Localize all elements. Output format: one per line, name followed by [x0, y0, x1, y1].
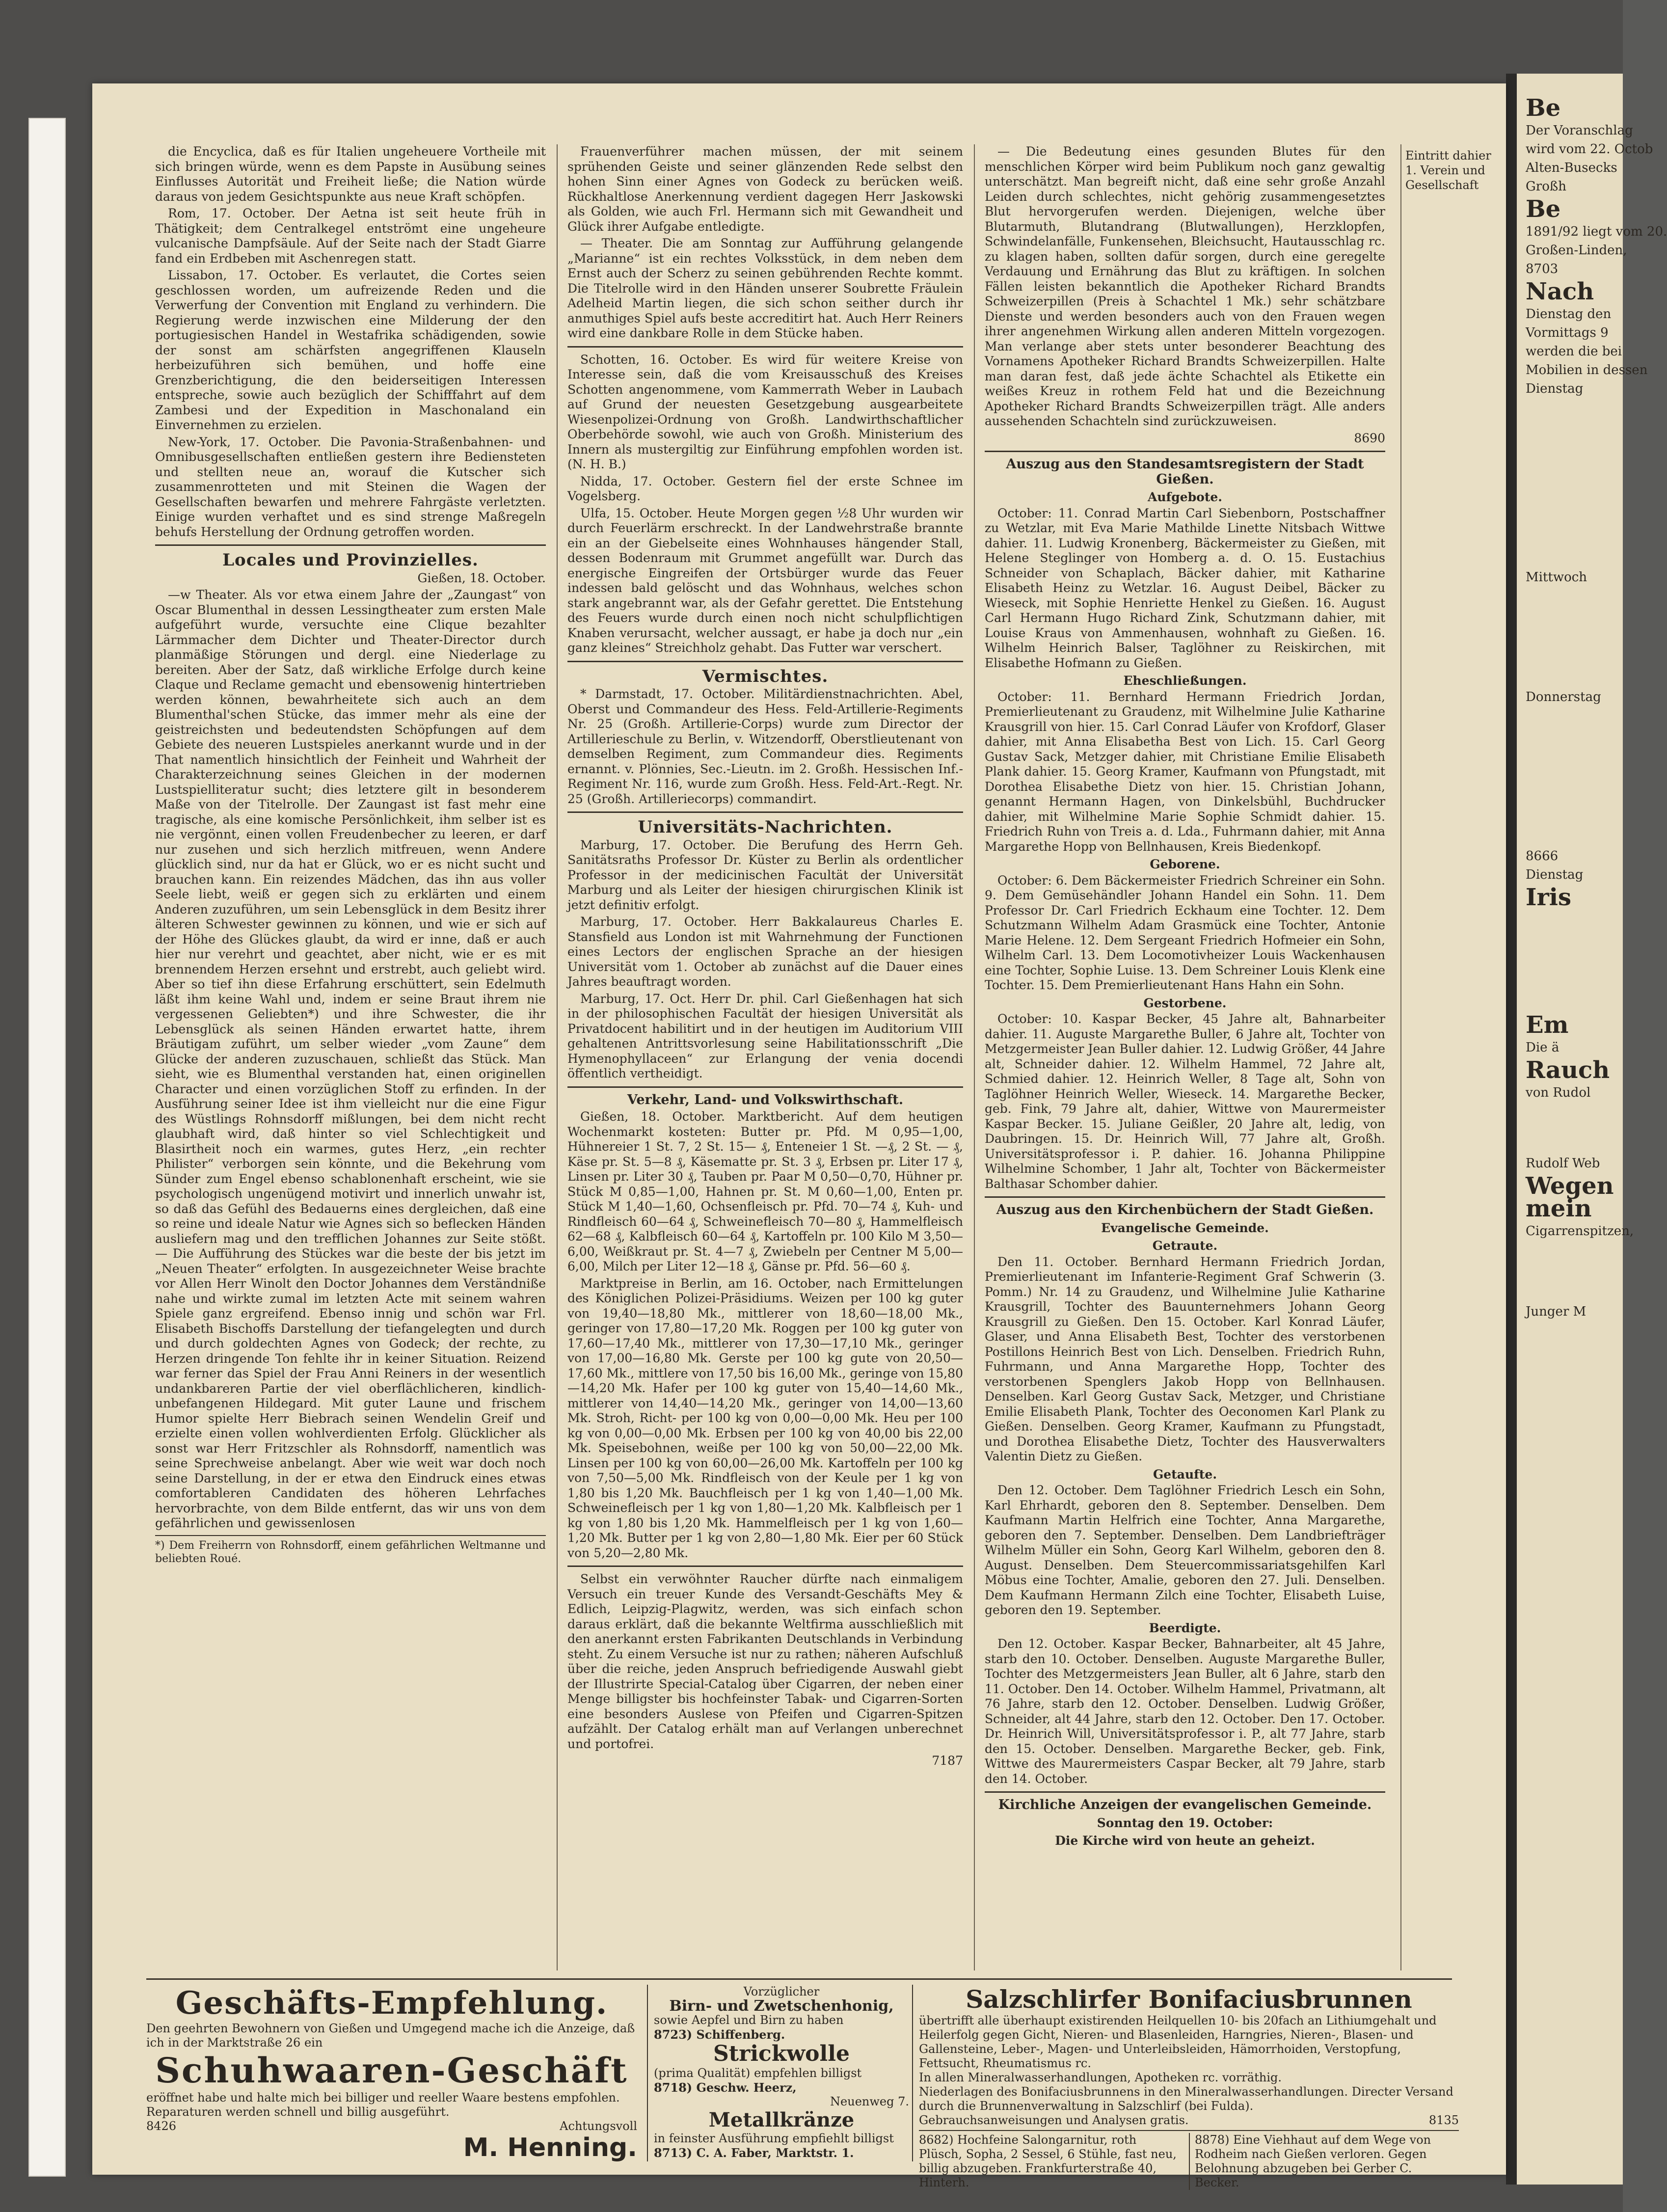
fragment-line: Em	[1526, 1011, 1569, 1039]
fragment-line: wird vom 22. Octob	[1526, 142, 1653, 157]
section-rule	[155, 544, 546, 546]
ad-middle	[647, 1985, 909, 2161]
section-rule	[567, 1565, 963, 1567]
section-heading-kirchenbuecher: Auszug aus den Kirchenbüchern der Stadt Gießen.	[996, 1202, 1374, 1217]
list-gestorbene: October: 10. Kaspar Becker, 45 Jahre alt, Bahnarbeiter dahier. 11. Auguste Margarethe Buller, 6 Jahre alt, Tochter von Metzgermeister Jean Buller dahier. 12. Ludwig Größer, 44 Jahre alt, Schneider dahier. 12. Wilhelm Hammel, 72 Jahre alt, Schmied dahier. 12. Heinrich Weller, 8 Tage alt, Sohn von Taglöhner Heinrich Weller, Wieseck. 14. Margarethe Becker, geb. Fink, 79 Jahre alt, dahier, Wittwe von Maurermeister Kaspar Becker. 15. Juliane Geißler, 20 Jahre alt, ledig, von Daubringen. 15. Dr. Heinrich Will, 77 Jahre alt, Großh. Universitätsprofessor i. P. dahier. 16. Johanna Philippine Wilhelmine Schomber, 1 Jahr alt, Tochter von Bäckermeister Balthasar Schomber dahier.	[985, 1012, 1385, 1191]
subheading-gestorbene: Gestorbene.	[1143, 996, 1227, 1010]
ad-bonifaciusbrunnen	[912, 1985, 1459, 2189]
article-marburg-2: Marburg, 17. October. Herr Bakkalaureus Charles E. Stansfield aus London ist mit Wahrnehmung der Functionen eines Lectors der englischen Sprache an der hiesigen Universität vom 1. October ab zunächst auf die Dauer eines Jahres beauftragt worden.	[567, 915, 963, 989]
fragment-line: Der Voranschlag	[1526, 123, 1633, 138]
small-ad-salongarnitur: 8682) Hochfeine Salongarnitur, roth Plüsch, Sopha, 2 Sessel, 6 Stühle, fast neu, billig abzugeben. Frankfurterstraße 40, Hinterh.	[919, 2133, 1177, 2189]
fragment-line: Rudolf Web	[1526, 1156, 1600, 1171]
section-heading-kirchliche-anzeigen: Kirchliche Anzeigen der evangelischen Gemeinde.	[998, 1797, 1372, 1812]
small-ad-viehhaut: 8878) Eine Viehhaut auf dem Wege von Rodheim nach Gießen verloren. Gegen Belohnung abzugeben bei Gerber C. Becker.	[1189, 2133, 1459, 2190]
fragment-line: Mobilien in dessen	[1526, 363, 1648, 378]
ad-text: sowie Aepfel und Birn zu haben	[654, 2013, 844, 2027]
fragment-line: Dienstag den	[1526, 307, 1612, 322]
ad-sign: Achtungsvoll	[560, 2119, 637, 2133]
ad-number: 8426	[146, 2119, 177, 2133]
article-new-york: New-York, 17. October. Die Pavonia-Straßenbahnen- und Omnibusgesellschaften entließen gestern ihre Bediensteten und stellten neue an, worauf die Kutscher sich zusammenrotteten und mit Steinen die Wagen der Gesellschaften bewarfen und mehrere Fahrgäste verletzten. Einige wurden verhaftet und es sind strenge Maßregeln behufs Herstellung der Ordnung getroffen worden.	[155, 434, 546, 539]
ad-signature: M. Henning.	[463, 2133, 637, 2162]
section-heading-vermischtes: Vermischtes.	[702, 666, 829, 686]
article-encyclica: die Encyclica, daß es für Italien ungeheuere Vortheile mit sich bringen würde, wenn es dem Papste in Ausübung seines Einflusses Autorität und Freiheit ließe; die Nation würde daraus von jedem Gesichtspunkte aus neue Kraft schöpfen.	[155, 144, 546, 204]
ad-text: Birn- und Zwetschenhonig,	[669, 1997, 894, 2015]
column-4-text: Eintritt dahier 1. Verein und Gesellschaft	[1405, 149, 1491, 192]
article-rom: Rom, 17. October. Der Aetna ist seit heute früh in Thätigkeit; dem Centralkegel entströmt eine ungeheure vulcanische Dampfsäule. Auf der Seite nach der Stadt Giarre fand ein Erdbeben mit Aschenregen statt.	[155, 206, 546, 266]
article-marburg-1: Marburg, 17. October. Die Berufung des Herrn Geh. Sanitätsraths Professor Dr. Küster zu Berlin als ordentlicher Professor in der medicinischen Facultät der Universität Marburg und als Leiter der hiesigen chirurgischen Klinik ist jetzt definitiv erfolgt.	[567, 837, 963, 912]
fragment-line: Junger M	[1526, 1304, 1586, 1319]
ad-headline: Metallkränze	[708, 2108, 855, 2131]
fragment-line: 8703	[1526, 262, 1559, 276]
section-rule	[567, 661, 963, 662]
ad-number: 8690	[1354, 431, 1385, 445]
article-marktbericht: Gießen, 18. October. Marktbericht. Auf dem heutigen Wochenmarkt kosteten: Butter pr. Pfd. M 0,95—1,00, Hühnereier 1 St. 7, 2 St. 15— ₰, Enteneier 1 St. —₰, 2 St. — ₰, Käse pr. St. 5—8 ₰, Käsematte pr. St. 3 ₰, Erbsen pr. Liter 17 ₰, Linsen pr. Liter 30 ₰, Tauben pr. Paar M 0,50—0,70, Hühner pr. Stück M 0,85—1,00, Hahnen pr. St. M 0,60—1,00, Enten pr. Stück M 1,40—1,60, Ochsenfleisch pr. Pfd. 70—74 ₰, Kuh- und Rindfleisch 60—64 ₰, Schweinefleisch 70—80 ₰, Hammelfleisch 62—68 ₰, Kalbfleisch 60—64 ₰, Kartoffeln pr. 100 Kilo M 3,50—6,00, Weißkraut pr. St. 4—7 ₰, Zwiebeln per Centner M 5,00—6,00, Milch per Liter 12—18 ₰, Gänse pr. Pfd. 56—60 ₰.	[567, 1109, 963, 1273]
ads-row	[146, 1978, 1459, 2189]
subheading-evangelische-gemeinde: Evangelische Gemeinde.	[1101, 1220, 1269, 1235]
fragment-line: Nach	[1526, 278, 1594, 305]
fragment-line: Wegen	[1526, 1172, 1614, 1200]
ad-footer	[146, 2119, 637, 2133]
ad-text: Neuenweg 7.	[830, 2095, 909, 2108]
ad-henning	[146, 1985, 637, 2161]
ad-text: 8723) Schiffenberg.	[654, 2027, 785, 2042]
section-heading-universitaet: Universitäts-Nachrichten.	[638, 817, 893, 837]
fragment-line: Donnerstag	[1526, 690, 1601, 704]
column-4-fragment	[1400, 144, 1500, 1970]
dateline: Gießen, 18. October.	[417, 570, 546, 585]
fragment-line: Alten-Busecks	[1526, 161, 1617, 175]
ad-text: eröffnet habe und halte mich bei billiger und reeller Waare bestens empfohlen.	[146, 2091, 620, 2104]
section-heading-verkehr: Verkehr, Land- und Volkswirthschaft.	[627, 1092, 904, 1107]
subheading-beerdigte: Beerdigte.	[1149, 1620, 1221, 1635]
fragment-line: Be	[1526, 195, 1561, 223]
fragment-line: Großen-Linden,	[1526, 243, 1627, 258]
ad-text: (prima Qualität) empfehlen billigst	[654, 2066, 862, 2080]
article-theater-marianne: — Theater. Die am Sonntag zur Aufführung gelangende „Marianne“ ist ein rechtes Volksstück, in dem neben dem Ernst auch der Scherz zu seinen gebührenden Rechte kommt. Die Titelrolle wird in den Händen unserer Soubrette Fräulein Adelheid Martin liegen, die sich schon seither durch ihr anmuthiges Spiel aufs beste accreditirt hat. Auch Herr Reiners wird eine dankbare Rolle in dem Stücke haben.	[567, 236, 963, 340]
subheading-getraute: Getraute.	[1152, 1239, 1218, 1253]
section-rule	[985, 1196, 1385, 1198]
subheading-eheschliessungen: Eheschließungen.	[1123, 674, 1247, 688]
list-eheschliessungen: October: 11. Bernhard Hermann Friedrich Jordan, Premierlieutenant zu Graudenz, mit Wilhelmine Julie Katharine Krausgrill von hier. 15. Carl Conrad Läufer von Krofdorf, Glaser dahier, mit Anna Elisabetha Best von Lich. 15. Carl Georg Gustav Sack, Metzger dahier, mit Christiane Emilie Elisabeth Plank dahier. 15. Georg Kramer, Kaufmann von Pfungstadt, mit Dorothea Elisabethe Dietz von hier. 15. Christian Johann, genannt Hermann Hagen, von Dinkelsbühl, Buchdrucker dahier, mit Wilhelmine Marie Sophie Schmidt dahier. 15. Friedrich Ruhn von Treis a. d. Lda., Fuhrmann dahier, mit Anna Margarethe Hopp von Bellnhausen, Kreis Biedenkopf.	[985, 689, 1385, 854]
fragment-line: werden die bei	[1526, 344, 1622, 359]
section-rule	[567, 346, 963, 348]
article-ulfa: Ulfa, 15. October. Heute Morgen gegen ½8 Uhr wurden wir durch Feuerlärm erschreckt. In der Landwehrstraße brannte ein an der Giebelseite eines Wohnhauses hängender Stall, dessen Bodenraum mit Grummet angefüllt war. Durch das energische Eingreifen der Ortsbürger wurde das Feuer indessen bald gelöscht und das Wohnhaus, welches schon stark angebrannt war, als der Gefahr gerettet. Die Entstehung des Feuers wurde durch einen noch nicht schulpflichtigen Knaben verursacht, welcher aussagt, er habe ja doch nur „ein ganz kleines“ Streichholz gehabt. Das Futter war verschert.	[567, 506, 963, 655]
section-rule	[567, 811, 963, 813]
fragment-line: 1891/92 liegt vom 20.	[1526, 224, 1667, 239]
article-blut: — Die Bedeutung eines gesunden Blutes für den menschlichen Körper wird beim Publikum noch ganz gewaltig unterschätzt. Man begreift nicht, daß eine sehr große Anzahl Leiden durch schlechtes, nicht gehörig zusammengesetztes Blut hervorgerufen werden. Diejenigen, welche über Blutarmuth, Blutandrang (Blutwallungen), Herzklopfen, Schwindelanfälle, Funkensehen, Bleichsucht, Hautausschlag rc. zu klagen haben, sollten dafür sorgen, durch eine geregelte Verdauung und Ernährung das Blut zu kräftigen. In solchen Fällen leisten bekanntlich die Apotheker Richard Brandts Schweizerpillen (Preis à Schachtel 1 Mk.) sehr schätzbare Dienste und werden besonders auch von den Frauen wegen ihrer angenehmen Wirkung allen anderen Mitteln vorgezogen. Man verlange aber stets unter besonderer Beachtung des Vornamens Apotheker Richard Brandts Schweizerpillen. Halte man daran fest, daß jede ächte Schachtel als Etikette ein weißes Kreuz in rothem Feld hat und die Bezeichnung Apotheker Richard Brandts Schweizerpillen trägt. Alle anders aussehenden Schachteln sind zurückzuweisen.	[985, 144, 1385, 428]
page-gutter	[1506, 74, 1517, 2185]
left-page-edge	[28, 118, 66, 2177]
article-marburg-3: Marburg, 17. Oct. Herr Dr. phil. Carl Gießenhagen hat sich in der philosophischen Facultät der hiesigen Universität als Privatdocent habilitirt und in der heutigen im Auditorium VIII gehaltenen Antrittsvorlesung seine Habilitationsschrift „Die Hymenophyllaceen“ zur Erlangung der venia docendi öffentlich vertheidigt.	[567, 991, 963, 1080]
ad-text: Reparaturen werden schnell und billig ausgeführt.	[146, 2105, 450, 2119]
ad-title: Geschäfts-Empfehlung.	[175, 1985, 608, 2022]
article-theater-cont: Frauenverführer machen müssen, der mit seinem sprühenden Geiste und seiner glänzenden Rede selbst den hohen Sinn einer Agnes von Godeck zu berücken weiß. Rückhaltlose Anerkennung verdient dagegen Herr Jaskowski als Golden, wie auch Frl. Hermann sich mit Gewandheit und Glück ihrer Aufgabe entledigte.	[567, 144, 963, 234]
adjacent-page-text	[1517, 74, 1667, 1320]
article-raucher: Selbst ein verwöhnter Raucher dürfte nach einmaligem Versuch ein treuer Kunde des Versandt-Geschäfts Mey & Edlich, Leipzig-Plagwitz, werden, was sich einfach schon daraus erklärt, daß die bekannte Weltfirma ausschließlich mit den anerkannt ersten Fabrikanten Deutschlands in Verbindung steht. Zu einem Versuche ist nur zu rathen; näheren Aufschluß über die reiche, jeden Anspruch befriedigende Auswahl giebt der Illustrirte Special-Catalog über Cigarren, der neben einer Menge billigster bis hochfeinster Tabak- und Cigarren-Sorten eine besonders Auslese von Pfeifen und Cigarren-Spitzen aufzählt. Der Catalog erhält man auf Verlangen unberechnet und portofrei.	[567, 1572, 963, 1751]
fragment-line: Cigarrenspitzen,	[1526, 1224, 1634, 1239]
fragment-line: Mittwoch	[1526, 570, 1587, 585]
column-3	[985, 144, 1385, 1970]
article-darmstadt: * Darmstadt, 17. October. Militärdienstnachrichten. Abel, Oberst und Commandeur des Hess. Feld-Artillerie-Regiments Nr. 25 (Großh. Artillerie-Corps) wurde zum Director der Artillerieschule zu Berlin, v. Witzendorff, Oberstlieutenant von demselben Regiment, zum Commandeur dies. Regiments ernannt. v. Plönnies, Sec.-Lieutn. im 2. Großh. Hessischen Inf.-Regiment Nr. 116, wurde zum Großh. Hess. Feld-Art.-Regt. Nr. 25 (Großh. Artilleriecorps) commandirt.	[567, 687, 963, 806]
ad-text: übertrifft alle überhaupt existirenden Heilquellen 10- bis 20fach an Lithiumgehalt und Heilerfolg gegen Gicht, Nieren- und Blasenleiden, Harngries, Nieren-, Blasen- und Gallensteine, Leber-, Magen- und Unterleibsleiden, Hämorrhoiden, Verstopfung, Fettsucht, Rheumatismus rc.	[919, 2014, 1437, 2070]
ad-title: Salzschlirfer Bonifaciusbrunnen	[966, 1985, 1412, 2014]
article-schotten: Schotten, 16. October. Es wird für weitere Kreise von Interesse sein, daß die vom Kreisausschuß des Kreises Schotten angenommene, vom Kammerrath Weber in Laubach auf Grund der neuesten Gesetzgebung ausgearbeitete Wiesenpolizei-Ordnung von Großh. Landwirthschaftlicher Oberbehörde sowohl, wie auch von Großh. Ministerium des Innern als mustergiltig zur Einführung empfohlen worden ist. (N. H. B.)	[567, 352, 963, 471]
fragment-line: Dienstag	[1526, 867, 1584, 882]
fragment-line: Die ä	[1526, 1040, 1559, 1055]
ad-headline: Strickwolle	[713, 2041, 850, 2066]
column-2	[567, 144, 963, 1970]
ad-text: Den geehrten Bewohnern von Gießen und Umgegend mache ich die Anzeige, daß ich in der Marktstraße 26 ein	[146, 2022, 635, 2050]
column-rule	[557, 144, 558, 1970]
newspaper-page	[92, 83, 1506, 2189]
fragment-line: Großh	[1526, 179, 1566, 194]
subheading-getaufte: Getaufte.	[1153, 1467, 1217, 1482]
ad-headline: Schuhwaaren-Geschäft	[155, 2050, 628, 2091]
section-heading-standesamt: Auszug aus den Standesamtsregistern der Stadt Gießen.	[1006, 457, 1364, 487]
fragment-line: Rauch	[1526, 1056, 1610, 1084]
subheading-geborene: Geborene.	[1150, 857, 1220, 871]
fragment-line: Be	[1526, 94, 1561, 122]
fragment-line: Dienstag	[1526, 381, 1584, 396]
fragment-line: Iris	[1526, 884, 1571, 911]
ad-number: 7187	[932, 1753, 963, 1768]
article-theater: —w Theater. Als vor etwa einem Jahre der „Zaungast“ von Oscar Blumenthal in dessen Lessingtheater zum ersten Male aufgeführt wurde, versuchte eine Clique bezahlter Lärmmacher dem Dichter und Theater-Director durch planmäßige Störungen und dergl. eine Niederlage zu bereiten. Aber der Satz, daß wirkliche Erfolge durch keine Claque und Reclame gemacht und ebensowenig hintertrieben werden können, bewahrheitete sich auch an dem Blumenthal'schen Stücke, das immer mehr als eine der geistreichsten und bedeutendsten Schöpfungen auf dem Gebiete des neueren Lustspieles anerkannt wurde und in der That namentlich hinsichtlich der Feinheit und Wahrheit der Charakterzeichnung seines Gleichen in der modernen Lustspielliteratur sucht; dies letztere gilt in besonderem Maße von der Titelrolle. Der Zaungast ist fast mehr eine tragische, als eine komische Persönlichkeit, ihm selber ist es nie vergönnt, einen vollen Freudenbecher zu leeren, er darf nur zusehen und sich herzlich mitfreuen, wenn Andere glücklich sind, nur da hat er Glück, wo er es nicht sucht und brauchen kann. Ein reizendes Mädchen, das ihn aus voller Seele liebt, weiß er gegen sich zu erklärten und einem Anderen zuzuführen, um sein Lebensglück in dem Besitz ihrer älteren Schwester gewinnen zu können, und wie er sich auf der Höhe des Glückes glaubt, da wird er inne, daß er auch hier nur verehrt und geachtet, aber nicht, wie er es mit brennendem Herzen ersehnt und erstrebt, auch geliebt wird. Aber so tief ihn diese Erfahrung erschüttert, sein Edelmuth läßt ihm keine Wahl und, indem er seine Braut ihrem nie vergessenen Geliebten*) und ihre Schwester, die ihr Lebensglück als seinen Händen erwartet hatte, ihrem Bräutigam zuführt, um selber wieder „vom Zaune“ dem Glücke der anderen zuzuschauen, schließt das Stück. Man sieht, wie es Blumenthal verstanden hat, einen originellen Character und einen vorzüglichen Stoff zu erfinden. In der Ausführung seiner Idee ist ihm vielleicht nur die eine Figur des Wüstlings Rohnsdorff mißlungen, bei dem nicht recht glaubhaft wird, daß hinter so viel Schlechtigkeit und Blasirtheit noch ein warmes, gutes Herz, „ein rechter Philister“ verborgen sein könnte, und die Bekehrung vom Sünder zum Engel ebenso schablonenhaft erscheint, wie sie psychologisch ungenügend motivirt und innerlich unwahr ist, so daß das Gefühl des Bedauerns eines dergleichen, daß eine so reine und ideale Natur wie Agnes sich so beflecken Händen ausliefern mag und den trefflichen Johannes zur Seite stößt. — Die Aufführung des Stückes war die beste der bis jetzt im „Neuen Theater“ erfolgten. In ausgezeichneter Weise brachte vor Allen Herr Winolt den Doctor Johannes dem Verständniße nahe und wirkte zumal im letzten Acte mit seinem wahren Spiele ganz ergreifend. Ebenso innig und schön war Frl. Elisabeth Bischoffs Darstellung der tiefangelegten und durch und durch goldechten Agnes von Godeck; der rechte, zu Herzen dringende Ton fehlte ihr in keiner Situation. Reizend war ferner das Spiel der Frau Anni Reiners in der wesentlich undankbareren Partie der viel oberflächlicheren, kindlich-unbefangenen Hildegard. Mit guter Laune und frischem Humor spielte Herr Biebrach seinen Wendelin Greif und erzielte einen vollen wohlverdienten Erfolg. Glücklicher als sonst war Herr Fritzschler als Rohnsdorff, namentlich was seine Sprechweise anbelangt. Aber wie weit war doch noch seine Darstellung, in der er etwa den Eindruck eines etwas comfortableren Candidaten des höheren Lehrfaches hervorbrachte, von dem Bilde entfernt, das wir uns von dem gefährlichen und gewissenlosen	[155, 588, 546, 1530]
ad-text: Vorzüglicher	[743, 1985, 820, 1998]
ad-text: 8718) Geschw. Heerz,	[654, 2080, 797, 2095]
anzeige-date: Sonntag den 19. October:	[1097, 1815, 1273, 1830]
list-aufgebote: October: 11. Conrad Martin Carl Siebenborn, Postschaffner zu Wetzlar, mit Eva Marie Mathilde Linette Nitsbach Wittwe dahier. 11. Ludwig Kronenberg, Bäckermeister zu Gießen, mit Helene Steglinger von Homberg a. d. O. 15. Eustachius Schneider von Schaplach, Bäcker dahier, mit Katharine Elisabeth Heinz zu Wetzlar. 16. August Deibel, Bäcker zu Wieseck, mit Sophie Henriette Henkel zu Gießen. 16. August Carl Hermann Hugo Richard Zink, Schutzmann dahier, mit Louise Kraus von Ammenhausen, wohnhaft zu Gießen. 16. Wilhelm Heinrich Balser, Taglöhner zu Reiskirchen, mit Elisabethe Hofmann zu Gießen.	[985, 506, 1385, 670]
small-ads	[919, 2130, 1459, 2190]
section-rule	[985, 451, 1385, 452]
list-getaufte: Den 12. October. Dem Taglöhner Friedrich Lesch ein Sohn, Karl Ehrhardt, geboren den 8. September. Denselben. Dem Kaufmann Martin Helfrich eine Tochter, Anna Margarethe, geboren den 7. September. Denselben. Dem Landbriefträger Wilhelm Müller ein Sohn, Georg Karl Wilhelm, geboren den 8. August. Denselben. Dem Steuercommissariatsgehilfen Karl Möbus eine Tochter, Amalie, geboren den 27. Juli. Denselben. Dem Kaufmann Hermann Zilch eine Tochter, Elisabeth Luise, geboren den 19. September.	[985, 1483, 1385, 1617]
subheading-aufgebote: Aufgebote.	[1147, 490, 1223, 504]
list-beerdigte: Den 12. October. Kaspar Becker, Bahnarbeiter, alt 45 Jahre, starb den 10. October. Denselben. Auguste Margarethe Buller, Tochter des Metzgermeisters Jean Buller, alt 6 Jahre, starb den 11. October. Den 14. October. Wilhelm Hammel, Privatmann, alt 76 Jahre, starb den 12. October. Denselben. Ludwig Größer, Schneider, alt 44 Jahre, starb den 12. October. Den 17. October. Dr. Heinrich Will, Universitätsprofessor i. P., alt 77 Jahre, starb den 15. October. Denselben. Margarethe Becker, geb. Fink, Wittwe des Maurermeisters Caspar Becker, alt 79 Jahre, starb den 14. October.	[985, 1637, 1385, 1786]
column-rule	[974, 144, 975, 1970]
ad-text: In allen Mineralwasserhandlungen, Apotheken rc. vorräthig.	[919, 2071, 1282, 2084]
ad-footer	[919, 2113, 1459, 2127]
article-lissabon: Lissabon, 17. October. Es verlautet, die Cortes seien geschlossen worden, um aufreizende Reden und die Verwerfung der Convention mit England zu verhindern. Die Regierung werde inzwischen eine Milderung der den portugiesischen Handel in Westafrika schädigenden, sowie der sonst am schärfsten angegriffenen Klauseln herbeizuführen sich bemühen, und hoffe eine Grenzberichtigung, die den beiderseitigen Interessen entspreche, sowie auch bezüglich der Schifffahrt auf dem Zambesi und der Expedition in Maschonaland ein Einvernehmen zu erzielen.	[155, 268, 546, 432]
adjacent-page-fragment	[1517, 74, 1667, 2185]
section-heading-locales: Locales und Provinzielles.	[222, 550, 479, 570]
fragment-line: von Rudol	[1526, 1085, 1591, 1100]
list-geborene: October: 6. Dem Bäckermeister Friedrich Schreiner ein Sohn. 9. Dem Gemüsehändler Johann Handel ein Sohn. 11. Dem Professor Dr. Carl Friedrich Eckhaum eine Tochter. 12. Dem Schutzmann Wilhelm Adam Grasmück eine Tochter, Antonie Marie Helene. 12. Dem Sergeant Friedrich Hofmeier ein Sohn, Wilhelm Carl. 13. Dem Locomotivheizer Louis Wackenhausen eine Tochter, Sophie Luise. 13. Dem Schreiner Louis Klenk eine Tochter. 15. Dem Premierlieutenant Hans Hahn ein Sohn.	[985, 873, 1385, 992]
section-rule	[985, 1791, 1385, 1793]
article-nidda: Nidda, 17. October. Gestern fiel der erste Schnee im Vogelsberg.	[567, 474, 963, 503]
fragment-line: 8666	[1526, 849, 1559, 863]
footnote: *) Dem Freiherrn von Rohnsdorff, einem gefährlichen Weltmanne und beliebten Roué.	[155, 1535, 546, 1565]
fragment-line: Vormittags 9	[1526, 325, 1609, 340]
ad-text: Niederlagen des Bonifaciusbrunnens in den Mineralwasserhandlungen. Directer Versand durch die Brunnenverwaltung in Salzschlirf (bei Fulda).	[919, 2085, 1453, 2113]
ad-text: 8713) C. A. Faber, Marktstr. 1.	[654, 2146, 854, 2160]
column-1	[155, 144, 546, 1970]
fragment-line: mein	[1526, 1195, 1592, 1222]
list-getraute: Den 11. October. Bernhard Hermann Friedrich Jordan, Premierlieutenant im Infanterie-Regiment Graf Schwerin (3. Pomm.) Nr. 14 zu Graudenz, und Wilhelmine Julie Katharine Krausgrill, Tochter des Bauunternehmers Johann Georg Krausgrill zu Gießen. Den 15. October. Karl Konrad Läufer, Glaser, und Anna Elisabeth Best, Tochter des verstorbenen Postillons Heinrich Best von Lich. Denselben. Friedrich Ruhn, Fuhrmann, und Anna Margarethe Hopp, Tochter des verstorbenen Spenglers Jakob Hopp von Bellnhausen. Denselben. Karl Georg Gustav Sack, Metzger, und Christiane Emilie Elisabeth Plank, Tochter des Oeconomen Karl Plank zu Gießen. Denselben. Georg Kramer, Kaufmann zu Pfungstadt, und Dorothea Elisabethe Dietz, Tochter des Hausverwalters Valentin Dietz zu Gießen.	[985, 1254, 1385, 1463]
section-rule	[567, 1086, 963, 1088]
anzeige-text: Die Kirche wird von heute an geheizt.	[1055, 1834, 1315, 1848]
ad-number: 8135	[1428, 2113, 1459, 2127]
ad-text: Gebrauchsanweisungen und Analysen gratis.	[919, 2113, 1189, 2127]
ad-text: in feinster Ausführung empfiehlt billigst	[654, 2131, 894, 2145]
article-marktpreise-berlin: Marktpreise in Berlin, am 16. October, nach Ermittelungen des Königlichen Polizei-Präsidiums. Weizen per 100 kg guter von 19,40—18,80 Mk., mittlerer von 18,60—18,00 Mk., geringer von 17,80—17,20 Mk. Roggen per 100 kg guter von 17,60—17,40 Mk., mittlerer von 17,30—17,10 Mk., geringer von 17,00—16,80 Mk. Gerste per 100 kg gute von 20,50—17,60 Mk., mittlere von 17,50 bis 16,00 Mk., geringe von 15,80—14,20 Mk. Hafer per 100 kg guter von 15,40—14,60 Mk., mittlerer von 14,40—14,20 Mk., geringer von 14,00—13,60 Mk. Stroh, Richt- per 100 kg von 0,00—0,00 Mk. Heu per 100 kg von 0,00—0,00 Mk. Erbsen per 100 kg von 40,00 bis 22,00 Mk. Speisebohnen, weiße per 100 kg von 50,00—22,00 Mk. Linsen per 100 kg von 60,00—26,00 Mk. Kartoffeln per 100 kg von 7,50—5,00 Mk. Rindfleisch von der Keule per 1 kg von 1,80 bis 1,20 Mk. Bauchfleisch per 1 kg von 1,40—1,00 Mk. Schweinefleisch per 1 kg von 1,80—1,20 Mk. Kalbfleisch per 1 kg von 1,80 bis 1,20 Mk. Hammelfleisch per 1 kg von 1,60—1,20 Mk. Butter per 1 kg von 2,80—1,80 Mk. Eier per 60 Stück von 5,20—2,80 Mk.	[567, 1276, 963, 1560]
